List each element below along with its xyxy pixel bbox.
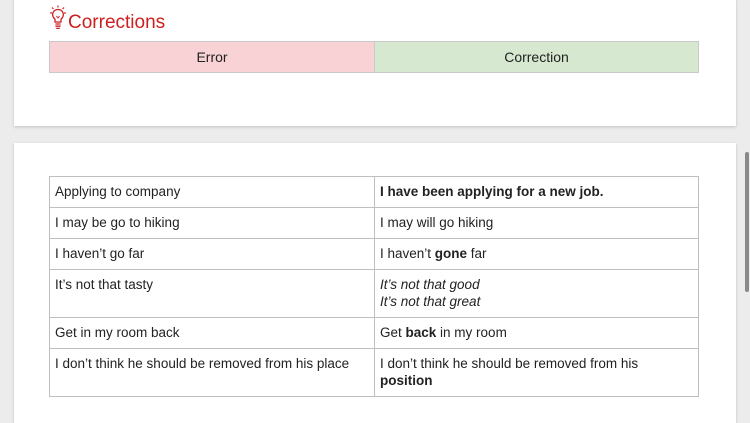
error-cell: I don’t think he should be removed from his place	[50, 349, 375, 397]
error-cell: It’s not that tasty	[50, 270, 375, 318]
correction-bold-text: gone	[434, 246, 468, 261]
corrections-table	[49, 176, 699, 397]
correction-cell	[375, 270, 699, 318]
correction-cell	[375, 349, 699, 397]
correction-text: in my room	[436, 325, 507, 340]
table-row	[50, 239, 699, 270]
table-row	[50, 208, 699, 239]
page-section-header	[14, 0, 736, 126]
correction-text: I may will go hiking	[380, 215, 494, 230]
error-column-header: Error	[50, 42, 375, 73]
error-cell: I may be go to hiking	[50, 208, 375, 239]
correction-line: It’s not that great	[380, 294, 481, 309]
correction-bold-text: back	[405, 325, 437, 340]
error-cell: Get in my room back	[50, 318, 375, 349]
correction-cell	[375, 318, 699, 349]
correction-bold-text: position	[380, 373, 433, 388]
correction-text: I don’t think he should be removed from his	[380, 356, 639, 371]
scrollbar-thumb[interactable]	[745, 152, 749, 292]
corrections-heading	[49, 4, 165, 34]
error-cell: I haven’t go far	[50, 239, 375, 270]
error-cell: Applying to company	[50, 177, 375, 208]
correction-line: It’s not that good	[380, 277, 480, 292]
table-row	[50, 177, 699, 208]
table-row	[50, 270, 699, 318]
page-section-body	[14, 143, 736, 423]
correction-column-header: Correction	[375, 42, 699, 73]
corrections-header-table	[49, 41, 699, 73]
correction-text: far	[467, 246, 487, 261]
page-title: Corrections	[68, 12, 166, 33]
correction-cell	[375, 177, 699, 208]
correction-cell	[375, 239, 699, 270]
table-row	[50, 318, 699, 349]
lightbulb-icon	[49, 4, 67, 34]
correction-cell	[375, 208, 699, 239]
correction-text: I have been applying for a new job.	[380, 184, 604, 199]
table-row	[50, 349, 699, 397]
correction-text: Get	[380, 325, 406, 340]
correction-text: I haven’t	[380, 246, 435, 261]
